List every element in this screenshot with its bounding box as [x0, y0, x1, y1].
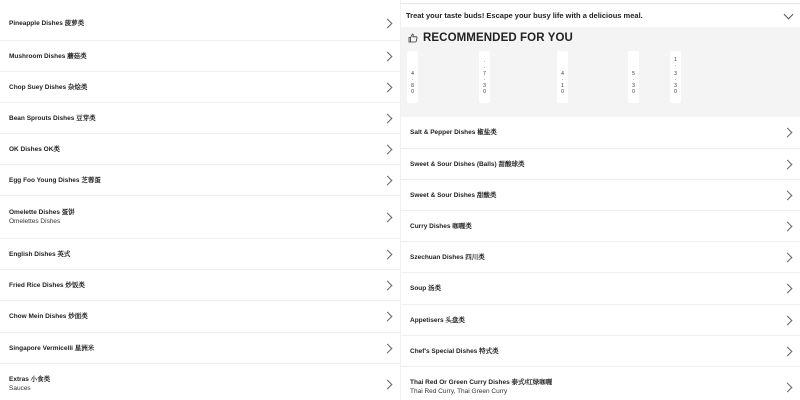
price-char: 3: [674, 83, 677, 89]
price-char: 1: [561, 83, 564, 89]
category-row-bean-sprouts[interactable]: [0, 103, 400, 134]
recommended-title: RECOMMENDED FOR YOU: [423, 32, 573, 44]
category-title: Appetisers 头盘类: [410, 316, 465, 324]
category-row-egg-foo-young[interactable]: [0, 165, 400, 196]
category-row-ok[interactable]: [0, 134, 400, 165]
category-row-sweet-sour[interactable]: [401, 180, 800, 211]
category-row-mushroom[interactable]: [0, 41, 400, 72]
category-row-thai-curry[interactable]: [401, 367, 800, 400]
category-row-singapore-vermicelli[interactable]: [0, 333, 400, 364]
category-title: Sweet & Sour Dishes (Balls) 甜酸球类: [410, 160, 525, 168]
category-row-sweet-sour-balls[interactable]: [401, 149, 800, 180]
category-title: Thai Red Or Green Curry Dishes 泰式/红绿咖喱: [410, 379, 553, 386]
category-row-szechuan[interactable]: [401, 242, 800, 273]
price-char: ·: [674, 63, 677, 69]
price-char: 0: [632, 89, 635, 95]
recommended-item-card[interactable]: [557, 51, 568, 103]
recommended-item-card[interactable]: [628, 51, 639, 103]
price-char: 4: [411, 71, 414, 77]
thumbs-up-icon: [408, 33, 418, 43]
category-row-soup[interactable]: [401, 273, 800, 305]
category-subtitle: Omelettes Dishes: [9, 217, 61, 225]
category-title: OK Dishes OK类: [9, 145, 60, 153]
category-title: Chef's Special Dishes 特式类: [410, 347, 499, 355]
category-title: Soup 汤类: [410, 285, 442, 292]
category-title: Bean Sprouts Dishes 豆芽类: [9, 114, 96, 122]
recommended-panel: [401, 27, 800, 117]
category-title: English Dishes 英式: [9, 250, 71, 258]
category-title: Szechuan Dishes 四川类: [410, 253, 485, 261]
category-list-right: [401, 0, 800, 400]
price-char: ·: [411, 77, 414, 83]
recommended-item-card[interactable]: [407, 51, 418, 103]
category-title: Egg Foo Young Dishes 芝蓉蛋: [9, 176, 101, 184]
price-char: 5: [632, 71, 635, 77]
category-title: Omelette Dishes 蛋饼: [9, 208, 75, 216]
recommended-item-card[interactable]: [670, 51, 681, 103]
price-char: ·: [674, 77, 677, 83]
category-title: Sweet & Sour Dishes 甜酸类: [410, 191, 497, 199]
category-row-chefs-special[interactable]: [401, 336, 800, 367]
price-char: 7: [483, 71, 486, 77]
category-title: Fried Rice Dishes 炒饭类: [9, 281, 85, 289]
price-char: 0: [411, 89, 414, 95]
price-char: 4: [561, 71, 564, 77]
price-char: 0: [561, 89, 564, 95]
category-row-chop-suey[interactable]: [0, 72, 400, 103]
price-char: 3: [632, 83, 635, 89]
price-char: 1: [674, 57, 677, 63]
price-char: 8: [411, 83, 414, 89]
category-row-pineapple[interactable]: [0, 6, 400, 41]
category-title: Curry Dishes 咖喱类: [410, 222, 472, 230]
tagline-header[interactable]: [401, 3, 800, 27]
category-title: Mushroom Dishes 蘑菇类: [9, 52, 87, 60]
category-row-appetisers[interactable]: [401, 305, 800, 336]
chevron-down-icon[interactable]: [784, 10, 794, 20]
category-row-extras[interactable]: [0, 364, 400, 400]
price-char: 0: [674, 89, 677, 95]
category-title: Chow Mein Dishes 炒面类: [9, 313, 88, 320]
category-title: Singapore Vermicelli 星洲米: [9, 344, 95, 352]
price-char: 3: [483, 83, 486, 89]
price-char: 3: [674, 71, 677, 77]
price-char: 0: [483, 89, 486, 95]
category-title: Salt & Pepper Dishes 椒盐类: [410, 129, 497, 136]
recommended-item-card[interactable]: [479, 51, 490, 103]
price-char: ·: [483, 59, 486, 65]
category-subtitle: Thai Red Curry, Thai Green Curry: [410, 388, 508, 395]
price-char: ·: [483, 65, 486, 71]
category-row-chow-mein[interactable]: [0, 301, 400, 333]
category-subtitle: Sauces: [9, 385, 31, 392]
category-title: Chop Suey Dishes 杂烩类: [9, 83, 88, 91]
price-char: ·: [561, 77, 564, 83]
category-title: Extras 小食类: [9, 376, 51, 383]
category-row-fried-rice[interactable]: [0, 270, 400, 301]
category-row-omelette[interactable]: [0, 196, 400, 239]
category-row-english[interactable]: [0, 239, 400, 270]
price-char: ·: [632, 77, 635, 83]
category-row-salt-pepper[interactable]: [401, 117, 800, 149]
category-row-curry[interactable]: [401, 211, 800, 242]
tagline-text: Treat your taste buds! Escape your busy life with a delicious meal.: [406, 11, 643, 20]
price-char: ·: [483, 77, 486, 83]
category-title: Pineapple Dishes 菠萝类: [9, 19, 85, 27]
